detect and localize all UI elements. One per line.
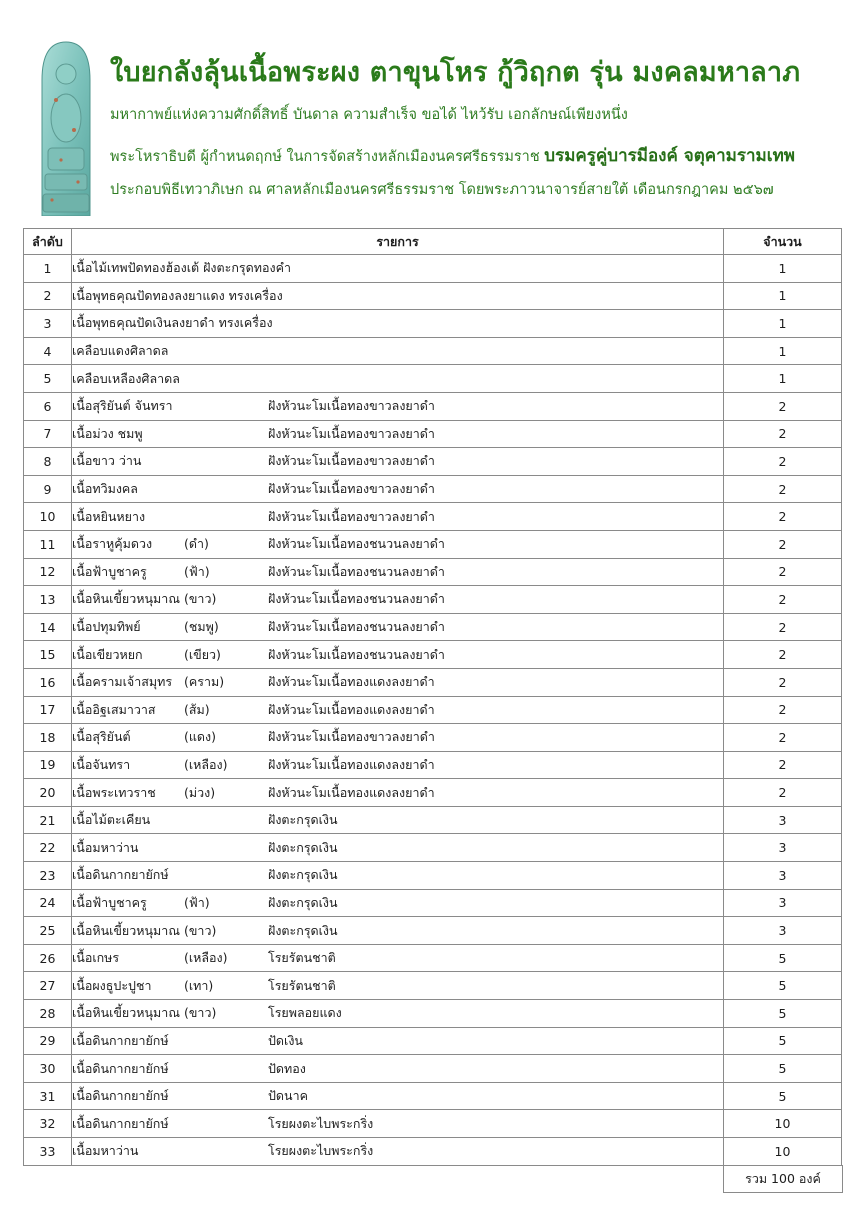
subtitle-line-1: มหากาพย์แห่งความศักดิ์สิทธิ์ บันดาล ความสำเร็จ ขอได้ ไหว้รับ เอกลักษณ์เพียงหนึ่ง xyxy=(110,107,628,123)
item-name: เนื้อไม้เทพปัดทองฮ้องเต้ ฝังตะกรุดทองคำ xyxy=(72,260,292,276)
item-detail: ฝังหัวนะโมเนื้อทองชนวนลงยาดำ xyxy=(268,619,445,635)
header-num: ลำดับ xyxy=(24,229,72,255)
item-name: เนื้อปทุมทิพย์ xyxy=(72,619,141,635)
row-quantity: 2 xyxy=(724,558,842,586)
row-item xyxy=(72,365,724,393)
item-name: เนื้อดินกากยายักษ์ xyxy=(72,1115,169,1131)
item-detail: ฝังตะกรุดเงิน xyxy=(268,894,338,910)
item-name: เนื้อดินกากยายักษ์ xyxy=(72,1032,169,1048)
row-item xyxy=(72,834,724,862)
row-quantity: 5 xyxy=(724,944,842,972)
item-name: เนื้อพระเทวราช xyxy=(72,784,156,800)
item-detail: ฝังหัวนะโมเนื้อทองชนวนลงยาดำ xyxy=(268,536,445,552)
row-quantity: 2 xyxy=(724,530,842,558)
row-quantity: 2 xyxy=(724,779,842,807)
item-color: (ชมพู) xyxy=(184,619,219,635)
row-quantity: 1 xyxy=(724,365,842,393)
item-name: เนื้อราหูคุ้มดวง xyxy=(72,536,153,552)
row-number: 11 xyxy=(24,530,72,558)
subtitle-line-3: ประกอบพิธีเทวาภิเษก ณ ศาลหลักเมืองนครศรีธรรมราช โดยพระภาวนาจารย์สายใต้ เดือนกรกฎาคม ๒๕๖๗ xyxy=(110,182,774,198)
row-quantity: 2 xyxy=(724,613,842,641)
item-name: เนื้อฟ้าบูชาครู xyxy=(72,894,147,910)
row-item xyxy=(72,1138,724,1166)
row-quantity: 3 xyxy=(724,834,842,862)
row-number: 3 xyxy=(24,310,72,338)
row-item xyxy=(72,420,724,448)
table-row xyxy=(24,917,842,945)
row-item xyxy=(72,641,724,669)
items-table xyxy=(23,228,842,1166)
row-number: 22 xyxy=(24,834,72,862)
item-color: (ขาว) xyxy=(184,1005,217,1021)
subtitle-line-2 xyxy=(110,142,850,169)
item-name: เนื้อผงธูปะปูชา xyxy=(72,977,152,993)
item-detail: ฝังหัวนะโมเนื้อทองชนวนลงยาดำ xyxy=(268,591,445,607)
row-item xyxy=(72,917,724,945)
row-quantity: 2 xyxy=(724,503,842,531)
item-color: (ขาว) xyxy=(184,922,217,938)
row-quantity: 2 xyxy=(724,696,842,724)
item-detail: ฝังหัวนะโมเนื้อทองชนวนลงยาดำ xyxy=(268,563,445,579)
row-item xyxy=(72,613,724,641)
row-item xyxy=(72,475,724,503)
row-quantity: 3 xyxy=(724,862,842,890)
row-number: 7 xyxy=(24,420,72,448)
row-quantity: 2 xyxy=(724,751,842,779)
item-detail: ฝังตะกรุดเงิน xyxy=(268,812,338,828)
item-color: (ฟ้า) xyxy=(184,894,210,910)
row-number: 31 xyxy=(24,1082,72,1110)
item-detail: ฝังหัวนะโมเนื้อทองแดงลงยาดำ xyxy=(268,701,435,717)
table-row xyxy=(24,365,842,393)
row-item xyxy=(72,724,724,752)
row-item xyxy=(72,806,724,834)
row-item xyxy=(72,310,724,338)
item-detail: ฝังหัวนะโมเนื้อทองขาวลงยาดำ xyxy=(268,425,435,441)
table-row xyxy=(24,724,842,752)
table-row xyxy=(24,310,842,338)
item-name: เนื้อดินกากยายักษ์ xyxy=(72,1060,169,1076)
table-row xyxy=(24,862,842,890)
row-item xyxy=(72,1055,724,1083)
item-detail: ฝังหัวนะโมเนื้อทองขาวลงยาดำ xyxy=(268,481,435,497)
item-detail: ฝังหัวนะโมเนื้อทองชนวนลงยาดำ xyxy=(268,646,445,662)
item-color: (เหลือง) xyxy=(184,756,228,772)
table-header-row xyxy=(24,229,842,255)
subtitle-line-2-text: พระโหราธิบดี ผู้กำหนดฤกษ์ ในการจัดสร้างหลักเมืองนครศรีธรรมราช xyxy=(110,149,540,165)
item-detail: โรยรัตนชาติ xyxy=(268,950,336,966)
item-name: เนื้อมหาว่าน xyxy=(72,1143,139,1159)
row-quantity: 3 xyxy=(724,889,842,917)
table-row xyxy=(24,503,842,531)
header-qty: จำนวน xyxy=(724,229,842,255)
row-item xyxy=(72,503,724,531)
table-row xyxy=(24,944,842,972)
item-detail: ฝังหัวนะโมเนื้อทองแดงลงยาดำ xyxy=(268,674,435,690)
table-row xyxy=(24,558,842,586)
table-row xyxy=(24,779,842,807)
item-name: เนื้อพุทธคุณปัดทองลงยาแดง ทรงเครื่อง xyxy=(72,287,283,303)
item-name: เนื้อครามเจ้าสมุทร xyxy=(72,674,173,690)
table-row xyxy=(24,1082,842,1110)
row-quantity: 5 xyxy=(724,1055,842,1083)
item-color: (ม่วง) xyxy=(184,784,216,800)
item-detail: ฝังหัวนะโมเนื้อทองแดงลงยาดำ xyxy=(268,784,435,800)
item-detail: ปัดเงิน xyxy=(268,1032,303,1048)
item-color: (ดำ) xyxy=(184,536,209,552)
item-name: เนื้อหยินหยาง xyxy=(72,508,146,524)
row-item xyxy=(72,751,724,779)
item-name: เนื้อมหาว่าน xyxy=(72,839,139,855)
row-item xyxy=(72,944,724,972)
row-quantity: 3 xyxy=(724,917,842,945)
row-item xyxy=(72,586,724,614)
row-number: 12 xyxy=(24,558,72,586)
item-name: เนื้อหินเขี้ยวหนุมาณ xyxy=(72,922,180,938)
row-number: 25 xyxy=(24,917,72,945)
row-item xyxy=(72,1110,724,1138)
row-quantity: 2 xyxy=(724,475,842,503)
row-number: 32 xyxy=(24,1110,72,1138)
item-name: เนื้อทวิมงคล xyxy=(72,481,138,497)
row-number: 13 xyxy=(24,586,72,614)
table-row xyxy=(24,1055,842,1083)
item-detail: ฝังตะกรุดเงิน xyxy=(268,922,338,938)
item-detail: ฝังหัวนะโมเนื้อทองขาวลงยาดำ xyxy=(268,398,435,414)
row-quantity: 3 xyxy=(724,806,842,834)
table-row xyxy=(24,1027,842,1055)
document-header xyxy=(0,0,860,228)
item-name: เนื้อเกษร xyxy=(72,950,120,966)
row-quantity: 10 xyxy=(724,1110,842,1138)
item-color: (เขียว) xyxy=(184,646,221,662)
total-count: รวม 100 องค์ xyxy=(723,1165,843,1193)
table-row xyxy=(24,1110,842,1138)
table-row xyxy=(24,475,842,503)
item-name: เคลือบแดงศิลาดล xyxy=(72,343,169,359)
row-item xyxy=(72,282,724,310)
item-detail: โรยพลอยแดง xyxy=(268,1005,342,1021)
item-name: เนื้อขาว ว่าน xyxy=(72,453,142,469)
table-row xyxy=(24,448,842,476)
row-item xyxy=(72,558,724,586)
row-quantity: 1 xyxy=(724,255,842,283)
item-detail: ฝังตะกรุดเงิน xyxy=(268,867,338,883)
table-row xyxy=(24,282,842,310)
item-detail: ฝังหัวนะโมเนื้อทองขาวลงยาดำ xyxy=(268,453,435,469)
item-color: (ส้ม) xyxy=(184,701,210,717)
table-row xyxy=(24,420,842,448)
row-item xyxy=(72,530,724,558)
row-item xyxy=(72,1027,724,1055)
table-row xyxy=(24,613,842,641)
row-item xyxy=(72,255,724,283)
table-row xyxy=(24,586,842,614)
row-quantity: 2 xyxy=(724,724,842,752)
row-number: 20 xyxy=(24,779,72,807)
row-number: 18 xyxy=(24,724,72,752)
row-number: 1 xyxy=(24,255,72,283)
row-quantity: 10 xyxy=(724,1138,842,1166)
row-number: 15 xyxy=(24,641,72,669)
row-number: 24 xyxy=(24,889,72,917)
row-quantity: 5 xyxy=(724,1000,842,1028)
table-row xyxy=(24,806,842,834)
row-quantity: 1 xyxy=(724,337,842,365)
item-color: (เหลือง) xyxy=(184,950,228,966)
row-item xyxy=(72,1000,724,1028)
item-detail: โรยรัตนชาติ xyxy=(268,977,336,993)
item-name: เนื้อหินเขี้ยวหนุมาณ xyxy=(72,1005,180,1021)
amulet-image-icon xyxy=(34,40,98,216)
row-quantity: 2 xyxy=(724,448,842,476)
row-item xyxy=(72,1082,724,1110)
item-name: เนื้อฟ้าบูชาครู xyxy=(72,563,147,579)
item-name: เนื้อดินกากยายักษ์ xyxy=(72,1088,169,1104)
table-row xyxy=(24,641,842,669)
item-color: (ขาว) xyxy=(184,591,217,607)
item-detail: ฝังหัวนะโมเนื้อทองขาวลงยาดำ xyxy=(268,508,435,524)
table-row xyxy=(24,392,842,420)
row-number: 10 xyxy=(24,503,72,531)
item-name: เนื้อไม้ตะเคียน xyxy=(72,812,151,828)
row-quantity: 1 xyxy=(724,310,842,338)
row-number: 27 xyxy=(24,972,72,1000)
row-item xyxy=(72,448,724,476)
item-color: (เทา) xyxy=(184,977,214,993)
item-detail: ปัดนาค xyxy=(268,1088,308,1104)
row-quantity: 2 xyxy=(724,392,842,420)
row-quantity: 5 xyxy=(724,1082,842,1110)
row-number: 23 xyxy=(24,862,72,890)
item-name: เนื้อดินกากยายักษ์ xyxy=(72,867,169,883)
row-number: 5 xyxy=(24,365,72,393)
item-name: เนื้อสุริยันต์ จันทรา xyxy=(72,398,173,414)
row-quantity: 2 xyxy=(724,586,842,614)
row-number: 30 xyxy=(24,1055,72,1083)
row-item xyxy=(72,668,724,696)
row-number: 33 xyxy=(24,1138,72,1166)
row-number: 19 xyxy=(24,751,72,779)
item-color: (แดง) xyxy=(184,729,217,745)
item-detail: ฝังหัวนะโมเนื้อทองขาวลงยาดำ xyxy=(268,729,435,745)
row-item xyxy=(72,392,724,420)
row-quantity: 5 xyxy=(724,1027,842,1055)
table-row xyxy=(24,1000,842,1028)
item-detail: ปัดทอง xyxy=(268,1060,306,1076)
row-quantity: 2 xyxy=(724,420,842,448)
table-row xyxy=(24,530,842,558)
row-quantity: 2 xyxy=(724,641,842,669)
row-number: 6 xyxy=(24,392,72,420)
table-row xyxy=(24,255,842,283)
row-item xyxy=(72,862,724,890)
row-item xyxy=(72,696,724,724)
table-row xyxy=(24,972,842,1000)
item-name: เนื้ออิฐเสมาวาส xyxy=(72,701,156,717)
item-name: เนื้อเขียวหยก xyxy=(72,646,143,662)
row-number: 28 xyxy=(24,1000,72,1028)
row-number: 16 xyxy=(24,668,72,696)
row-number: 9 xyxy=(24,475,72,503)
row-number: 14 xyxy=(24,613,72,641)
row-quantity: 2 xyxy=(724,668,842,696)
table-row xyxy=(24,834,842,862)
header-item: รายการ xyxy=(72,229,724,255)
item-detail: ฝังหัวนะโมเนื้อทองแดงลงยาดำ xyxy=(268,756,435,772)
row-quantity: 5 xyxy=(724,972,842,1000)
row-item xyxy=(72,972,724,1000)
row-number: 29 xyxy=(24,1027,72,1055)
page-title: ใบยกลังลุ้นเนื้อพระผง ตาขุนโหร กู้วิฤกต รุ่น มงคลมหาลาภ xyxy=(110,57,801,88)
item-name: เนื้อจันทรา xyxy=(72,756,131,772)
item-name: เนื้อม่วง ชมพู xyxy=(72,425,143,441)
table-row xyxy=(24,668,842,696)
table-row xyxy=(24,889,842,917)
subtitle-line-2-bold: บรมครูคู่บารมีองค์ จตุคามรามเทพ xyxy=(544,146,795,166)
item-detail: โรยผงตะไบพระกริ่ง xyxy=(268,1143,374,1159)
row-number: 4 xyxy=(24,337,72,365)
item-detail: โรยผงตะไบพระกริ่ง xyxy=(268,1115,374,1131)
row-number: 21 xyxy=(24,806,72,834)
row-number: 17 xyxy=(24,696,72,724)
row-quantity: 1 xyxy=(724,282,842,310)
table-row xyxy=(24,1138,842,1166)
table-row xyxy=(24,696,842,724)
row-number: 8 xyxy=(24,448,72,476)
item-detail: ฝังตะกรุดเงิน xyxy=(268,839,338,855)
item-name: เคลือบเหลืองศิลาดล xyxy=(72,370,180,386)
item-name: เนื้อหินเขี้ยวหนุมาณ xyxy=(72,591,180,607)
row-number: 2 xyxy=(24,282,72,310)
row-item xyxy=(72,779,724,807)
table-row xyxy=(24,751,842,779)
row-item xyxy=(72,337,724,365)
row-item xyxy=(72,889,724,917)
item-color: (ฟ้า) xyxy=(184,563,210,579)
table-row xyxy=(24,337,842,365)
item-name: เนื้อพุทธคุณปัดเงินลงยาดำ ทรงเครื่อง xyxy=(72,315,273,331)
row-number: 26 xyxy=(24,944,72,972)
item-name: เนื้อสุริยันต์ xyxy=(72,729,131,745)
item-color: (คราม) xyxy=(184,674,225,690)
